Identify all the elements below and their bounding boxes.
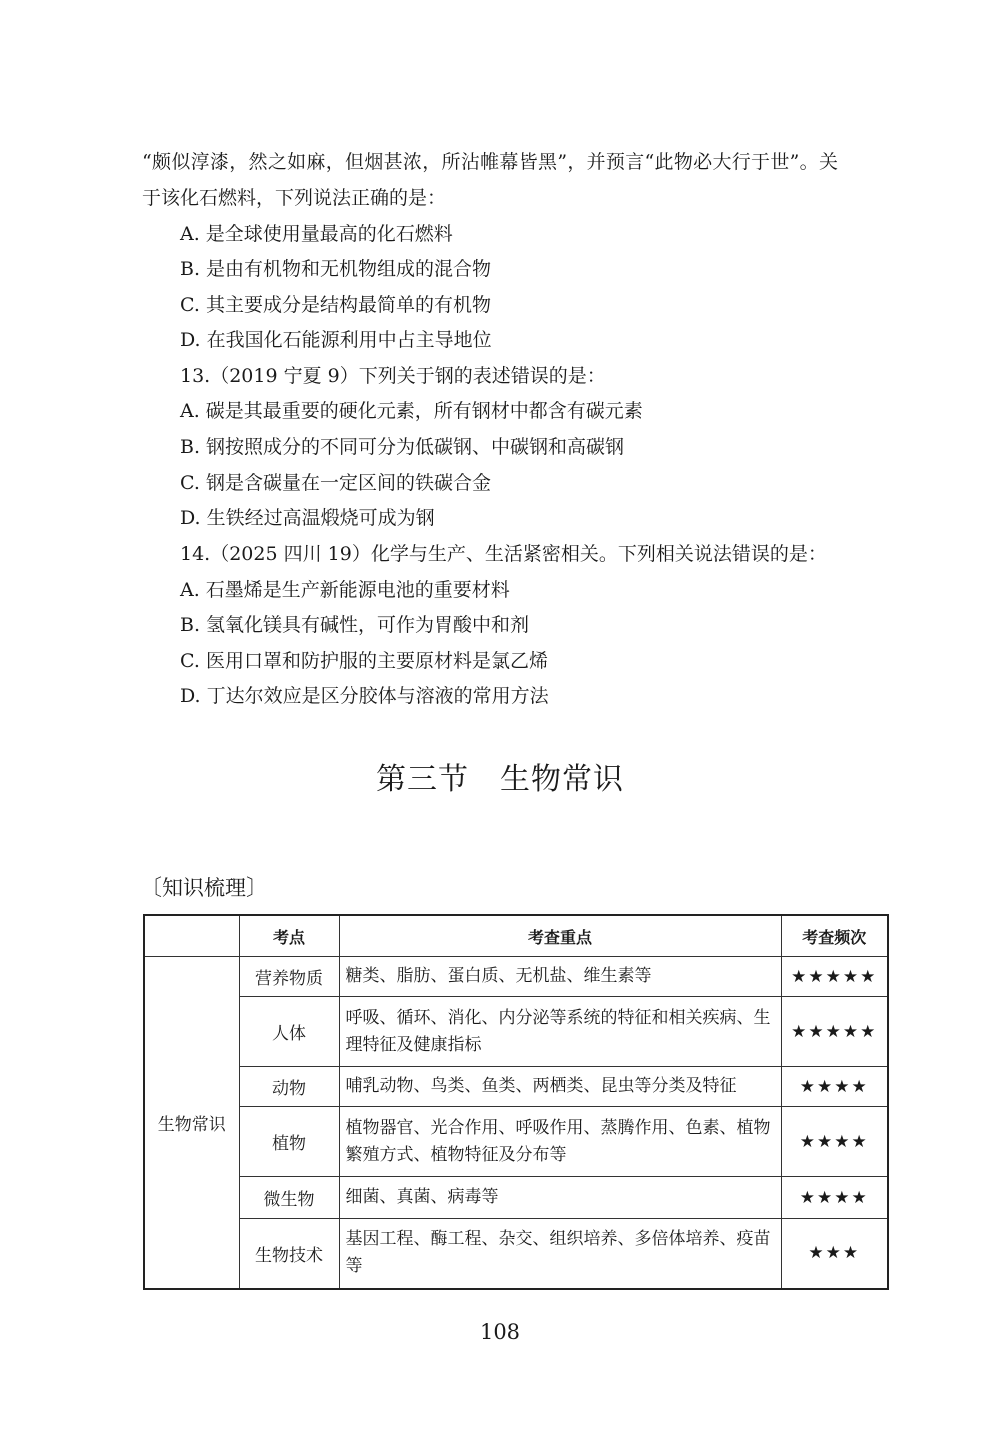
- frequency-stars: ★★★★: [781, 1177, 888, 1219]
- focus-cell: 基因工程、酶工程、杂交、组织培养、多倍体培养、疫苗等: [339, 1219, 781, 1289]
- focus-cell: 哺乳动物、鸟类、鱼类、两栖类、昆虫等分类及特征: [339, 1067, 781, 1107]
- point-cell: 微生物: [239, 1177, 339, 1219]
- question-14-option-d: D. 丁达尔效应是区分胶体与溶液的常用方法: [180, 685, 549, 707]
- frequency-stars: ★★★★★: [781, 957, 888, 997]
- table-header-row: [144, 915, 888, 957]
- point-cell: 植物: [239, 1107, 339, 1177]
- question-12-option-c: C. 其主要成分是结构最简单的有机物: [180, 294, 491, 316]
- focus-cell: 糖类、脂肪、蛋白质、无机盐、维生素等: [339, 957, 781, 997]
- knowledge-table: [143, 914, 889, 1290]
- question-13-option-c: C. 钢是含碳量在一定区间的铁碳合金: [180, 472, 491, 494]
- header-close-bracket: 〕: [246, 876, 269, 901]
- category-cell: 生物常识: [144, 957, 239, 1289]
- question-14-stem: 14.（2025 四川 19）化学与生产、生活紧密相关。下列相关说法错误的是：: [180, 543, 827, 565]
- question-12-option-d: D. 在我国化石能源利用中占主导地位: [180, 329, 492, 351]
- frequency-stars: ★★★: [781, 1219, 888, 1289]
- table-row: [144, 997, 888, 1067]
- question-12-text-line-1: “颇似淳漆，然之如麻，但烟甚浓，所沾帷幕皆黑”，并预言“此物必大行于世”。关: [142, 151, 839, 173]
- frequency-stars: ★★★★★: [781, 997, 888, 1067]
- header-label: 知识梳理: [162, 876, 247, 900]
- question-14-option-c: C. 医用口罩和防护服的主要原材料是氯乙烯: [180, 650, 548, 672]
- table-row: [144, 957, 888, 997]
- section-title: 第三节 生物常识: [376, 762, 624, 797]
- question-13-option-d: D. 生铁经过高温煅烧可成为钢: [180, 507, 435, 529]
- header-frequency: 考查频次: [781, 915, 888, 957]
- table-row: [144, 1067, 888, 1107]
- header-focus: 考查重点: [339, 915, 781, 957]
- header-open-bracket: 〔: [140, 876, 163, 901]
- table-row: [144, 1107, 888, 1177]
- question-14-option-b: B. 氢氧化镁具有碱性，可作为胃酸中和剂: [180, 614, 530, 636]
- question-13-option-a: A. 碳是其最重要的硬化元素，所有钢材中都含有碳元素: [180, 400, 643, 422]
- table-row: [144, 1219, 888, 1289]
- knowledge-review-header: [140, 873, 268, 904]
- point-cell: 营养物质: [239, 957, 339, 997]
- frequency-stars: ★★★★: [781, 1107, 888, 1177]
- focus-cell: 细菌、真菌、病毒等: [339, 1177, 781, 1219]
- question-13-stem: 13.（2019 宁夏 9）下列关于钢的表述错误的是：: [180, 365, 606, 387]
- table-row: [144, 1177, 888, 1219]
- question-12-text-line-2: 于该化石燃料，下列说法正确的是：: [142, 187, 447, 209]
- question-12-option-a: A. 是全球使用量最高的化石燃料: [180, 223, 453, 245]
- focus-cell: 植物器官、光合作用、呼吸作用、蒸腾作用、色素、植物繁殖方式、植物特征及分布等: [339, 1107, 781, 1177]
- page-number: 108: [479, 1320, 521, 1344]
- header-blank: [144, 915, 239, 957]
- question-14-option-a: A. 石墨烯是生产新能源电池的重要材料: [180, 579, 510, 601]
- point-cell: 生物技术: [239, 1219, 339, 1289]
- frequency-stars: ★★★★: [781, 1067, 888, 1107]
- focus-cell: 呼吸、循环、消化、内分泌等系统的特征和相关疾病、生理特征及健康指标: [339, 997, 781, 1067]
- header-point: 考点: [239, 915, 339, 957]
- point-cell: 动物: [239, 1067, 339, 1107]
- question-12-option-b: B. 是由有机物和无机物组成的混合物: [180, 258, 492, 280]
- question-13-option-b: B. 钢按照成分的不同可分为低碳钢、中碳钢和高碳钢: [180, 436, 625, 458]
- point-cell: 人体: [239, 997, 339, 1067]
